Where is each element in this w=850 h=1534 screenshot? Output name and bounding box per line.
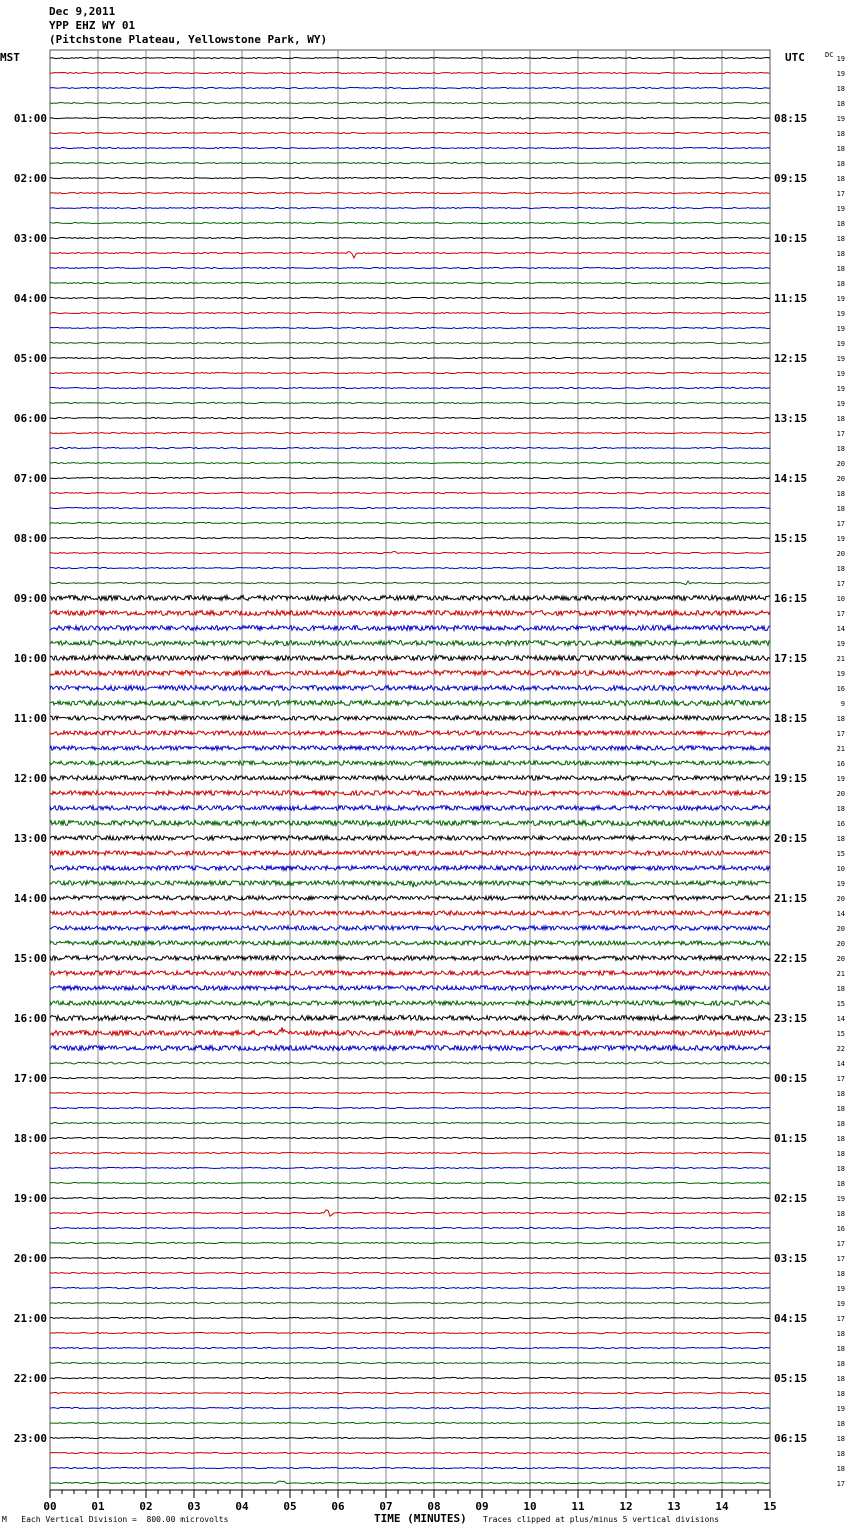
dc-offset-value: 16 — [836, 1225, 845, 1233]
dc-offset-value: 18 — [836, 1090, 845, 1098]
seismic-trace — [50, 462, 770, 463]
dc-offset-value: 10 — [836, 865, 845, 873]
mst-hour-label: 09:00 — [13, 592, 47, 605]
dc-offset-value: 19 — [836, 880, 845, 888]
mst-hour-label: 02:00 — [13, 172, 47, 185]
dc-offset-value: 18 — [836, 805, 845, 813]
dc-offset-value: 14 — [836, 625, 845, 633]
seismic-trace — [50, 297, 770, 298]
seismic-trace — [50, 1437, 770, 1438]
utc-hour-label: 04:15 — [774, 1312, 808, 1325]
seismic-trace — [50, 596, 770, 601]
utc-hour-label: 21:15 — [774, 892, 808, 905]
seismic-trace — [50, 1392, 770, 1393]
dc-offset-value: 18 — [836, 220, 845, 228]
clip-note: Traces clipped at plus/minus 5 vertical divisions — [483, 1515, 720, 1524]
dc-offset-value: 18 — [836, 1330, 845, 1338]
dc-offset-value: 17 — [836, 580, 845, 588]
seismic-trace — [50, 1257, 770, 1258]
dc-offset-value: 18 — [836, 1165, 845, 1173]
seismic-trace — [50, 132, 770, 133]
plot-frame — [50, 50, 770, 1490]
mst-hour-label: 10:00 — [13, 652, 47, 665]
mst-hour-label: 22:00 — [13, 1372, 47, 1385]
dc-offset-value: 18 — [836, 1465, 845, 1473]
dc-offset-value: 17 — [836, 190, 845, 198]
seismic-trace — [50, 162, 770, 163]
seismic-trace — [50, 237, 770, 238]
seismic-trace — [50, 252, 770, 258]
dc-offset-value: 18 — [836, 1270, 845, 1278]
dc-offset-value: 19 — [836, 640, 845, 648]
dc-offset-value: 19 — [836, 670, 845, 678]
utc-hour-label: 16:15 — [774, 592, 808, 605]
mst-hour-label: 11:00 — [13, 712, 47, 725]
x-tick-label: 13 — [667, 1500, 681, 1513]
utc-hour-label: 03:15 — [774, 1252, 808, 1265]
dc-offset-value: 18 — [836, 565, 845, 573]
seismic-trace — [50, 102, 770, 103]
dc-offset-value: 17 — [836, 1255, 845, 1263]
dc-offset-value: 18 — [836, 100, 845, 108]
seismic-trace — [50, 1122, 770, 1123]
utc-label: UTC — [785, 51, 805, 64]
seismic-trace — [50, 57, 770, 58]
dc-offset-value: 19 — [836, 205, 845, 213]
seismic-trace — [50, 641, 770, 646]
seismic-trace — [50, 851, 770, 856]
seismic-trace — [50, 656, 770, 661]
seismic-trace — [50, 1362, 770, 1363]
dc-offset-value: 14 — [836, 1060, 845, 1068]
seismic-trace — [50, 267, 770, 268]
utc-hour-label: 20:15 — [774, 832, 808, 845]
dc-offset-value: 17 — [836, 730, 845, 738]
station-location: (Pitchstone Plateau, Yellowstone Park, WY) — [49, 33, 328, 46]
seismic-trace — [50, 1452, 770, 1453]
dc-offset-value: 20 — [836, 895, 845, 903]
dc-offset-value: 17 — [836, 1315, 845, 1323]
dc-offset-value: 18 — [836, 1150, 845, 1158]
scale-note — [2, 1515, 228, 1524]
seismic-trace — [50, 731, 770, 735]
seismic-trace — [50, 387, 770, 388]
dc-offset-value: 19 — [836, 70, 845, 78]
dc-offset-value: 20 — [836, 940, 845, 948]
x-tick-label: 01 — [91, 1500, 105, 1513]
trace-layer — [50, 57, 770, 1483]
mst-hour-label: 03:00 — [13, 232, 47, 245]
dc-offset-value: 18 — [836, 160, 845, 168]
dc-offset-value: 18 — [836, 1105, 845, 1113]
dc-offset-value: 19 — [836, 310, 845, 318]
dc-label: DC — [825, 51, 834, 59]
dc-offset-value: 18 — [836, 250, 845, 258]
seismic-trace — [50, 1242, 770, 1243]
utc-hour-label: 05:15 — [774, 1372, 808, 1385]
seismic-trace — [50, 1197, 770, 1198]
seismic-trace — [50, 1152, 770, 1153]
utc-hour-label: 18:15 — [774, 712, 808, 725]
mst-hour-label: 18:00 — [13, 1132, 47, 1145]
seismic-trace — [50, 776, 770, 781]
seismic-trace — [50, 1027, 770, 1035]
seismic-trace — [50, 1210, 770, 1216]
seismic-trace — [50, 671, 770, 676]
dc-offset-value: 19 — [836, 1195, 845, 1203]
seismic-trace — [50, 327, 770, 328]
seismic-trace — [50, 611, 770, 616]
dc-offset-value: 16 — [836, 760, 845, 768]
seismic-trace — [50, 1302, 770, 1303]
seismic-trace — [50, 956, 770, 961]
dc-offset-value: 18 — [836, 1375, 845, 1383]
dc-offset-value: 19 — [836, 1300, 845, 1308]
dc-offset-value: 21 — [836, 745, 845, 753]
utc-hour-label: 13:15 — [774, 412, 808, 425]
dc-offset-value: 17 — [836, 1480, 845, 1488]
seismic-trace — [50, 836, 770, 841]
seismic-trace — [50, 1347, 770, 1348]
dc-offset-value: 18 — [836, 415, 845, 423]
dc-offset-value: 18 — [836, 715, 845, 723]
dc-offset-value: 18 — [836, 985, 845, 993]
x-tick-label: 03 — [187, 1500, 201, 1513]
mst-hour-label: 06:00 — [13, 412, 47, 425]
plot-date: Dec 9,2011 — [49, 5, 116, 18]
dc-offset-value: 18 — [836, 505, 845, 513]
seismic-trace — [50, 1317, 770, 1318]
x-tick-label: 11 — [571, 1500, 585, 1513]
dc-offset-value: 14 — [836, 1015, 845, 1023]
seismic-trace — [50, 1377, 770, 1378]
dc-offset-value: 19 — [836, 115, 845, 123]
seismic-trace — [50, 686, 770, 691]
seismic-trace — [50, 1016, 770, 1021]
x-tick-label: 12 — [619, 1500, 633, 1513]
seismic-trace — [50, 432, 770, 433]
dc-offset-value: 20 — [836, 550, 845, 558]
dc-offset-value: 18 — [836, 1360, 845, 1368]
dc-offset-value: 18 — [836, 445, 845, 453]
dc-offset-value: 20 — [836, 955, 845, 963]
dc-offset-value: 15 — [836, 1030, 845, 1038]
seismic-trace — [50, 701, 770, 706]
seismic-trace — [50, 1272, 770, 1273]
dc-offset-value: 17 — [836, 610, 845, 618]
seismic-trace — [50, 1332, 770, 1333]
seismic-trace — [50, 477, 770, 478]
dc-offset-value: 19 — [836, 295, 845, 303]
dc-offset-value: 19 — [836, 370, 845, 378]
mst-hour-label: 13:00 — [13, 832, 47, 845]
dc-offset-value: 18 — [836, 835, 845, 843]
x-tick-label: 14 — [715, 1500, 729, 1513]
seismic-trace — [50, 1182, 770, 1183]
seismic-trace — [50, 820, 770, 825]
seismic-trace — [50, 716, 770, 720]
dc-offset-value: 18 — [836, 1435, 845, 1443]
dc-offset-value: 14 — [836, 910, 845, 918]
utc-hour-label: 15:15 — [774, 532, 808, 545]
seismic-trace — [50, 417, 770, 418]
seismic-trace — [50, 312, 770, 313]
x-axis-title: TIME (MINUTES) — [374, 1512, 467, 1525]
seismic-trace — [50, 1287, 770, 1288]
dc-offset-value: 18 — [836, 1180, 845, 1188]
x-tick-label: 09 — [475, 1500, 489, 1513]
dc-offset-value: 18 — [836, 1135, 845, 1143]
dc-offset-value: 17 — [836, 430, 845, 438]
dc-offset-value: 18 — [836, 265, 845, 273]
mst-hour-label: 20:00 — [13, 1252, 47, 1265]
dc-offset-value: 15 — [836, 850, 845, 858]
seismic-trace — [50, 941, 770, 945]
dc-offset-value: 18 — [836, 85, 845, 93]
seismic-trace — [50, 1137, 770, 1138]
utc-hour-label: 17:15 — [774, 652, 808, 665]
dc-offset-value: 22 — [836, 1045, 845, 1053]
dc-offset-value: 18 — [836, 175, 845, 183]
dc-offset-value: 18 — [836, 280, 845, 288]
mst-hour-label: 08:00 — [13, 532, 47, 545]
seismic-trace — [50, 1227, 770, 1228]
utc-hour-label: 06:15 — [774, 1432, 808, 1445]
dc-offset-value: 21 — [836, 970, 845, 978]
utc-hour-label: 11:15 — [774, 292, 808, 305]
dc-offset-value: 20 — [836, 460, 845, 468]
x-tick-label: 10 — [523, 1500, 537, 1513]
dc-offset-value: 20 — [836, 925, 845, 933]
mst-hour-label: 01:00 — [13, 112, 47, 125]
seismic-trace — [50, 581, 770, 585]
seismic-trace — [50, 282, 770, 283]
dc-offset-value: 18 — [836, 490, 845, 498]
dc-offset-value: 16 — [836, 820, 845, 828]
dc-offset-value: 16 — [836, 685, 845, 693]
utc-hour-label: 22:15 — [774, 952, 808, 965]
x-tick-label: 07 — [379, 1500, 393, 1513]
seismic-trace — [50, 761, 770, 765]
utc-hour-label: 09:15 — [774, 172, 808, 185]
utc-hour-label: 19:15 — [774, 772, 808, 785]
seismic-trace — [50, 626, 770, 631]
seismic-trace — [50, 1092, 770, 1093]
utc-hour-label: 23:15 — [774, 1012, 808, 1025]
dc-offset-value: 19 — [836, 325, 845, 333]
x-tick-label: 04 — [235, 1500, 249, 1513]
mst-label: MST — [0, 51, 20, 64]
dc-offset-value: 19 — [836, 535, 845, 543]
mst-hour-label: 21:00 — [13, 1312, 47, 1325]
dc-offset-value: 18 — [836, 235, 845, 243]
seismic-trace — [50, 1407, 770, 1408]
dc-offset-value: 18 — [836, 130, 845, 138]
label-layer — [0, 51, 845, 1513]
dc-offset-value: 9 — [840, 700, 845, 708]
mst-hour-label: 15:00 — [13, 952, 47, 965]
dc-offset-value: 18 — [836, 1345, 845, 1353]
mst-hour-label: 16:00 — [13, 1012, 47, 1025]
seismic-trace — [50, 866, 770, 871]
dc-offset-value: 20 — [836, 790, 845, 798]
seismic-trace — [50, 507, 770, 508]
utc-hour-label: 14:15 — [774, 472, 808, 485]
seismic-trace — [50, 971, 770, 976]
seismic-trace — [50, 1077, 770, 1078]
x-tick-label: 15 — [763, 1500, 777, 1513]
seismic-trace — [50, 447, 770, 448]
seismic-trace — [50, 881, 770, 888]
seismic-trace — [50, 402, 770, 403]
seismic-trace — [50, 147, 770, 148]
seismic-trace — [50, 372, 770, 373]
scale-note-text: Each Vertical Division = 800.00 microvolts — [21, 1515, 229, 1524]
dc-offset-value: 19 — [836, 1405, 845, 1413]
grid-layer — [50, 50, 770, 1490]
dc-offset-value: 18 — [836, 1420, 845, 1428]
dc-offset-value: 18 — [836, 145, 845, 153]
utc-hour-label: 02:15 — [774, 1192, 808, 1205]
seismic-trace — [50, 1467, 770, 1468]
seismic-trace — [50, 207, 770, 208]
dc-offset-value: 21 — [836, 655, 845, 663]
x-tick-label: 05 — [283, 1500, 297, 1513]
seismic-trace — [50, 117, 770, 118]
dc-offset-value: 19 — [836, 400, 845, 408]
mst-hour-label: 23:00 — [13, 1432, 47, 1445]
dc-offset-value: 15 — [836, 1000, 845, 1008]
seismic-trace — [50, 896, 770, 900]
seismic-trace — [50, 522, 770, 523]
corner-mark: M — [2, 1515, 7, 1524]
seismic-trace — [50, 986, 770, 991]
dc-offset-value: 20 — [836, 475, 845, 483]
station-code: YPP EHZ WY 01 — [49, 19, 136, 32]
utc-hour-label: 08:15 — [774, 112, 808, 125]
dc-offset-value: 19 — [836, 340, 845, 348]
seismic-trace — [50, 357, 770, 358]
mst-hour-label: 19:00 — [13, 1192, 47, 1205]
seismic-trace — [50, 1107, 770, 1108]
seismic-trace — [50, 537, 770, 538]
seismic-trace — [50, 791, 770, 796]
mst-hour-label: 05:00 — [13, 352, 47, 365]
seismic-trace — [50, 492, 770, 493]
dc-offset-value: 19 — [836, 55, 845, 63]
seismic-trace — [50, 192, 770, 193]
seismic-trace — [50, 1422, 770, 1423]
utc-hour-label: 10:15 — [774, 232, 808, 245]
dc-offset-value: 18 — [836, 1390, 845, 1398]
seismic-trace — [50, 1001, 770, 1006]
dc-offset-value: 18 — [836, 1450, 845, 1458]
mst-hour-label: 17:00 — [13, 1072, 47, 1085]
dc-offset-value: 10 — [836, 595, 845, 603]
utc-hour-label: 00:15 — [774, 1072, 808, 1085]
seismic-trace — [50, 1062, 770, 1064]
dc-offset-value: 18 — [836, 1120, 845, 1128]
seismic-trace — [50, 87, 770, 88]
seismic-trace — [50, 342, 770, 343]
mst-hour-label: 12:00 — [13, 772, 47, 785]
dc-offset-value: 17 — [836, 1240, 845, 1248]
dc-offset-value: 19 — [836, 385, 845, 393]
mst-hour-label: 07:00 — [13, 472, 47, 485]
seismic-trace — [50, 1167, 770, 1168]
seismic-trace — [50, 72, 770, 73]
seismic-trace — [50, 551, 770, 553]
x-tick-label: 08 — [427, 1500, 441, 1513]
seismic-trace — [50, 926, 770, 930]
seismic-trace — [50, 1046, 770, 1051]
dc-offset-value: 17 — [836, 1075, 845, 1083]
seismic-trace — [50, 177, 770, 178]
seismic-trace — [50, 746, 770, 750]
dc-offset-value: 19 — [836, 775, 845, 783]
mst-hour-label: 14:00 — [13, 892, 47, 905]
utc-hour-label: 12:15 — [774, 352, 808, 365]
seismic-trace — [50, 567, 770, 568]
dc-offset-value: 17 — [836, 520, 845, 528]
seismic-trace — [50, 911, 770, 915]
mst-hour-label: 04:00 — [13, 292, 47, 305]
utc-hour-label: 01:15 — [774, 1132, 808, 1145]
x-tick-label: 00 — [43, 1500, 57, 1513]
x-tick-label: 06 — [331, 1500, 345, 1513]
dc-offset-value: 18 — [836, 1210, 845, 1218]
seismic-trace — [50, 1481, 770, 1483]
dc-offset-value: 19 — [836, 1285, 845, 1293]
seismic-trace — [50, 222, 770, 223]
x-tick-label: 02 — [139, 1500, 153, 1513]
seismic-trace — [50, 806, 770, 811]
dc-offset-value: 19 — [836, 355, 845, 363]
